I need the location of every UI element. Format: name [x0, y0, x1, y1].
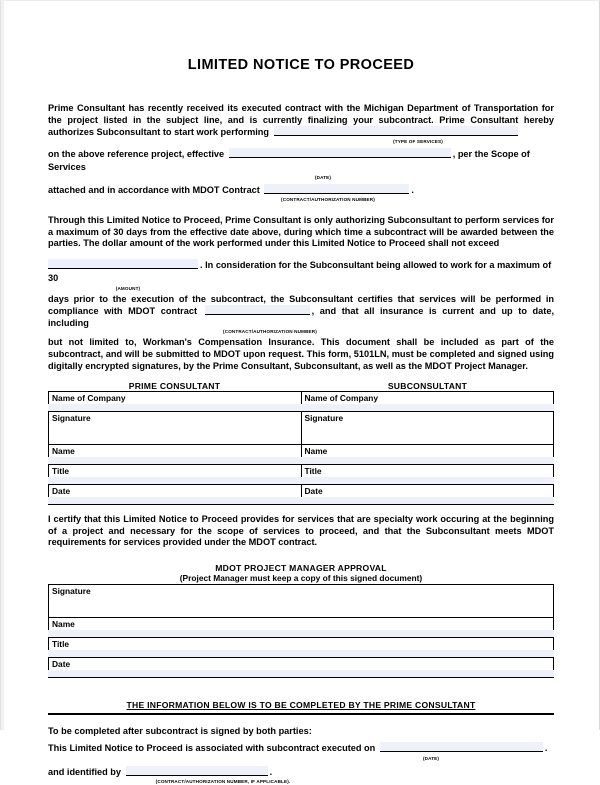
subcontract-executed-date-field[interactable] [380, 742, 543, 752]
prime-consultant-section [48, 700, 554, 785]
label-title: Title [304, 466, 322, 477]
label-name: Name [304, 446, 328, 457]
caption-date: (DATE) [314, 174, 332, 180]
label-name-of-company: Name of Company [304, 393, 379, 404]
cell-prime-name-of-company[interactable] [49, 392, 302, 412]
prime-line-2-end: . [544, 743, 548, 754]
field-fill[interactable] [301, 477, 555, 484]
field-fill[interactable] [48, 477, 302, 484]
section-divider [48, 713, 554, 715]
cell-pm-date[interactable] [49, 657, 554, 677]
approval-section [48, 563, 554, 678]
body-para-2-cont: days prior to the execution of the subcontract, the Subconsultant certifies that services will be performed in compliance with MDOT contract [48, 293, 554, 317]
caption-row-prime-date [48, 756, 554, 762]
caption-row-type-of-services [48, 139, 554, 145]
intro-line-mdot-contract [48, 184, 554, 197]
table-row [49, 392, 554, 412]
caption-row-contract-number-2 [48, 329, 554, 335]
effective-date-field[interactable] [229, 148, 451, 158]
field-fill[interactable] [48, 670, 554, 677]
cell-sub-title[interactable] [301, 465, 554, 485]
prime-line-3-end: . [269, 766, 273, 777]
field-fill[interactable] [48, 497, 302, 504]
label-name: Name [52, 618, 75, 629]
compliance-contract-number-field[interactable] [205, 305, 310, 315]
type-of-services-field[interactable] [274, 126, 518, 136]
intro-text-d: attached and in accordance with MDOT Contract [48, 184, 260, 195]
label-date: Date [304, 486, 323, 497]
prime-section-heading: THE INFORMATION BELOW IS TO BE COMPLETED BY THE PRIME CONSULTANT [126, 699, 476, 710]
cell-prime-date[interactable] [49, 485, 302, 505]
table-row [49, 637, 554, 657]
label-date: Date [52, 658, 71, 669]
caption-row-amount [48, 286, 554, 292]
label-date: Date [52, 486, 71, 497]
field-fill[interactable] [48, 404, 302, 411]
caption-contract-number: (CONTRACT/AUTHORIZATION NUMBER) [281, 197, 375, 202]
prime-line-3 [48, 766, 554, 779]
label-signature: Signature [52, 585, 91, 596]
intro-text-b: on the above reference project, effective [48, 148, 225, 159]
signature-section [48, 381, 554, 505]
field-fill[interactable] [301, 404, 555, 411]
caption-type-of-services: (TYPE OF SERVICES) [393, 138, 443, 144]
label-name-of-company: Name of Company [52, 393, 126, 404]
label-signature: Signature [52, 413, 91, 424]
cell-pm-title[interactable] [49, 637, 554, 657]
cell-pm-name[interactable] [49, 617, 554, 637]
signature-table-headings [48, 381, 554, 391]
prime-line-2 [48, 742, 554, 755]
caption-row-prime-contract-number [48, 779, 554, 785]
document-sheet [48, 1, 554, 785]
cell-sub-signature[interactable] [301, 412, 554, 445]
identified-by-field[interactable] [126, 766, 268, 776]
table-row [49, 584, 554, 617]
table-row [49, 412, 554, 445]
intro-text-a: Prime Consultant has recently received its executed contract with the Michigan Department of Transportation for the project listed in the subject line, and is currently finalizing your subcontract. Prime Consultant hereby authorizes Subconsultant to start work performing [48, 103, 554, 138]
caption-row-contract-number [48, 197, 554, 203]
body-para-2-start: . In consideration for the Subconsultant being allowed to work for a maximum of 30 [48, 259, 552, 284]
cell-sub-name-of-company[interactable] [301, 392, 554, 412]
body-paragraph-2 [48, 294, 554, 330]
field-fill[interactable] [301, 497, 555, 504]
caption-row-effective-date [48, 175, 554, 181]
certification-paragraph: I certify that this Limited Notice to Proceed provides for services that are specialty work occuring at the beginning of a project and necessary for the scope of services to proceed, and that the Subconsultant meets MDOT requirements for services provided under the MDOT contract. [48, 514, 554, 548]
caption-date: (DATE) [422, 755, 440, 761]
intro-text-d-end: . [411, 184, 414, 195]
field-fill[interactable] [48, 457, 302, 464]
signature-table [48, 391, 554, 505]
cell-sub-date[interactable] [301, 485, 554, 505]
approval-heading: MDOT PROJECT MANAGER APPROVAL [215, 562, 387, 573]
body-paragraph-1: Through this Limited Notice to Proceed, Prime Consultant is only authorizing Subconsultant to perform services for a maximum of 30 days from the effective date above, during which time a subcontract will be awarded between the parties. The dollar amount of the work performed under this Limited Notice to Proceed shall not exceed [48, 215, 554, 249]
field-fill[interactable] [48, 630, 554, 637]
page-title: LIMITED NOTICE TO PROCEED [187, 57, 415, 73]
amount-field[interactable] [48, 259, 198, 269]
mdot-contract-number-field[interactable] [264, 184, 409, 194]
cell-pm-signature[interactable] [49, 584, 554, 617]
field-fill[interactable] [301, 457, 555, 464]
heading-prime-consultant: PRIME CONSULTANT [128, 381, 221, 392]
prime-line-3-text: and identified by [48, 766, 121, 777]
table-row [49, 617, 554, 637]
table-row [49, 657, 554, 677]
intro-block [48, 103, 554, 203]
cell-prime-name[interactable] [49, 445, 302, 465]
label-signature: Signature [304, 413, 344, 424]
body-para-2-after-blank: , and that all insurance is current and up to date, including [48, 306, 554, 328]
caption-contract-number-2: (CONTRACT/AUTHORIZATION NUMBER) [223, 329, 317, 335]
cell-prime-signature[interactable] [49, 412, 302, 445]
label-name: Name [52, 446, 75, 457]
approval-table [48, 584, 554, 678]
table-row [49, 485, 554, 505]
table-row [49, 445, 554, 465]
intro-paragraph-text [48, 103, 554, 139]
heading-subconsultant: SUBCONSULTANT [387, 381, 468, 392]
prime-line-1: To be completed after subcontract is signed by both parties: [48, 725, 312, 736]
label-title: Title [52, 466, 70, 477]
caption-contract-number: (CONTRACT/AUTHORIZATION NUMBER, IF APPLICABLE). [155, 779, 291, 785]
field-fill[interactable] [48, 650, 554, 657]
body-paragraph-3: but not limited to, Workman's Compensation Insurance. This document shall be included as part of the subcontract, and will be submitted to MDOT upon request. This form, 5101LN, must be completed and signed using digitally encrypted signatures, by the Prime Consultant, Subconsultant, as well as the MDOT Project Manager. [48, 337, 554, 371]
intro-line-effective [48, 148, 554, 175]
label-title: Title [52, 638, 70, 649]
table-row [49, 465, 554, 485]
body-block [48, 215, 554, 372]
caption-amount: (AMOUNT) [115, 285, 141, 291]
approval-subheading: (Project Manager must keep a copy of this signed document) [179, 572, 423, 583]
prime-line-2-text: This Limited Notice to Proceed is associated with subcontract executed on [48, 743, 376, 754]
cell-prime-title[interactable] [49, 465, 302, 485]
cell-sub-name[interactable] [301, 445, 554, 465]
amount-line [48, 259, 554, 286]
intro-text-c: , per the Scope of Services [48, 148, 530, 173]
